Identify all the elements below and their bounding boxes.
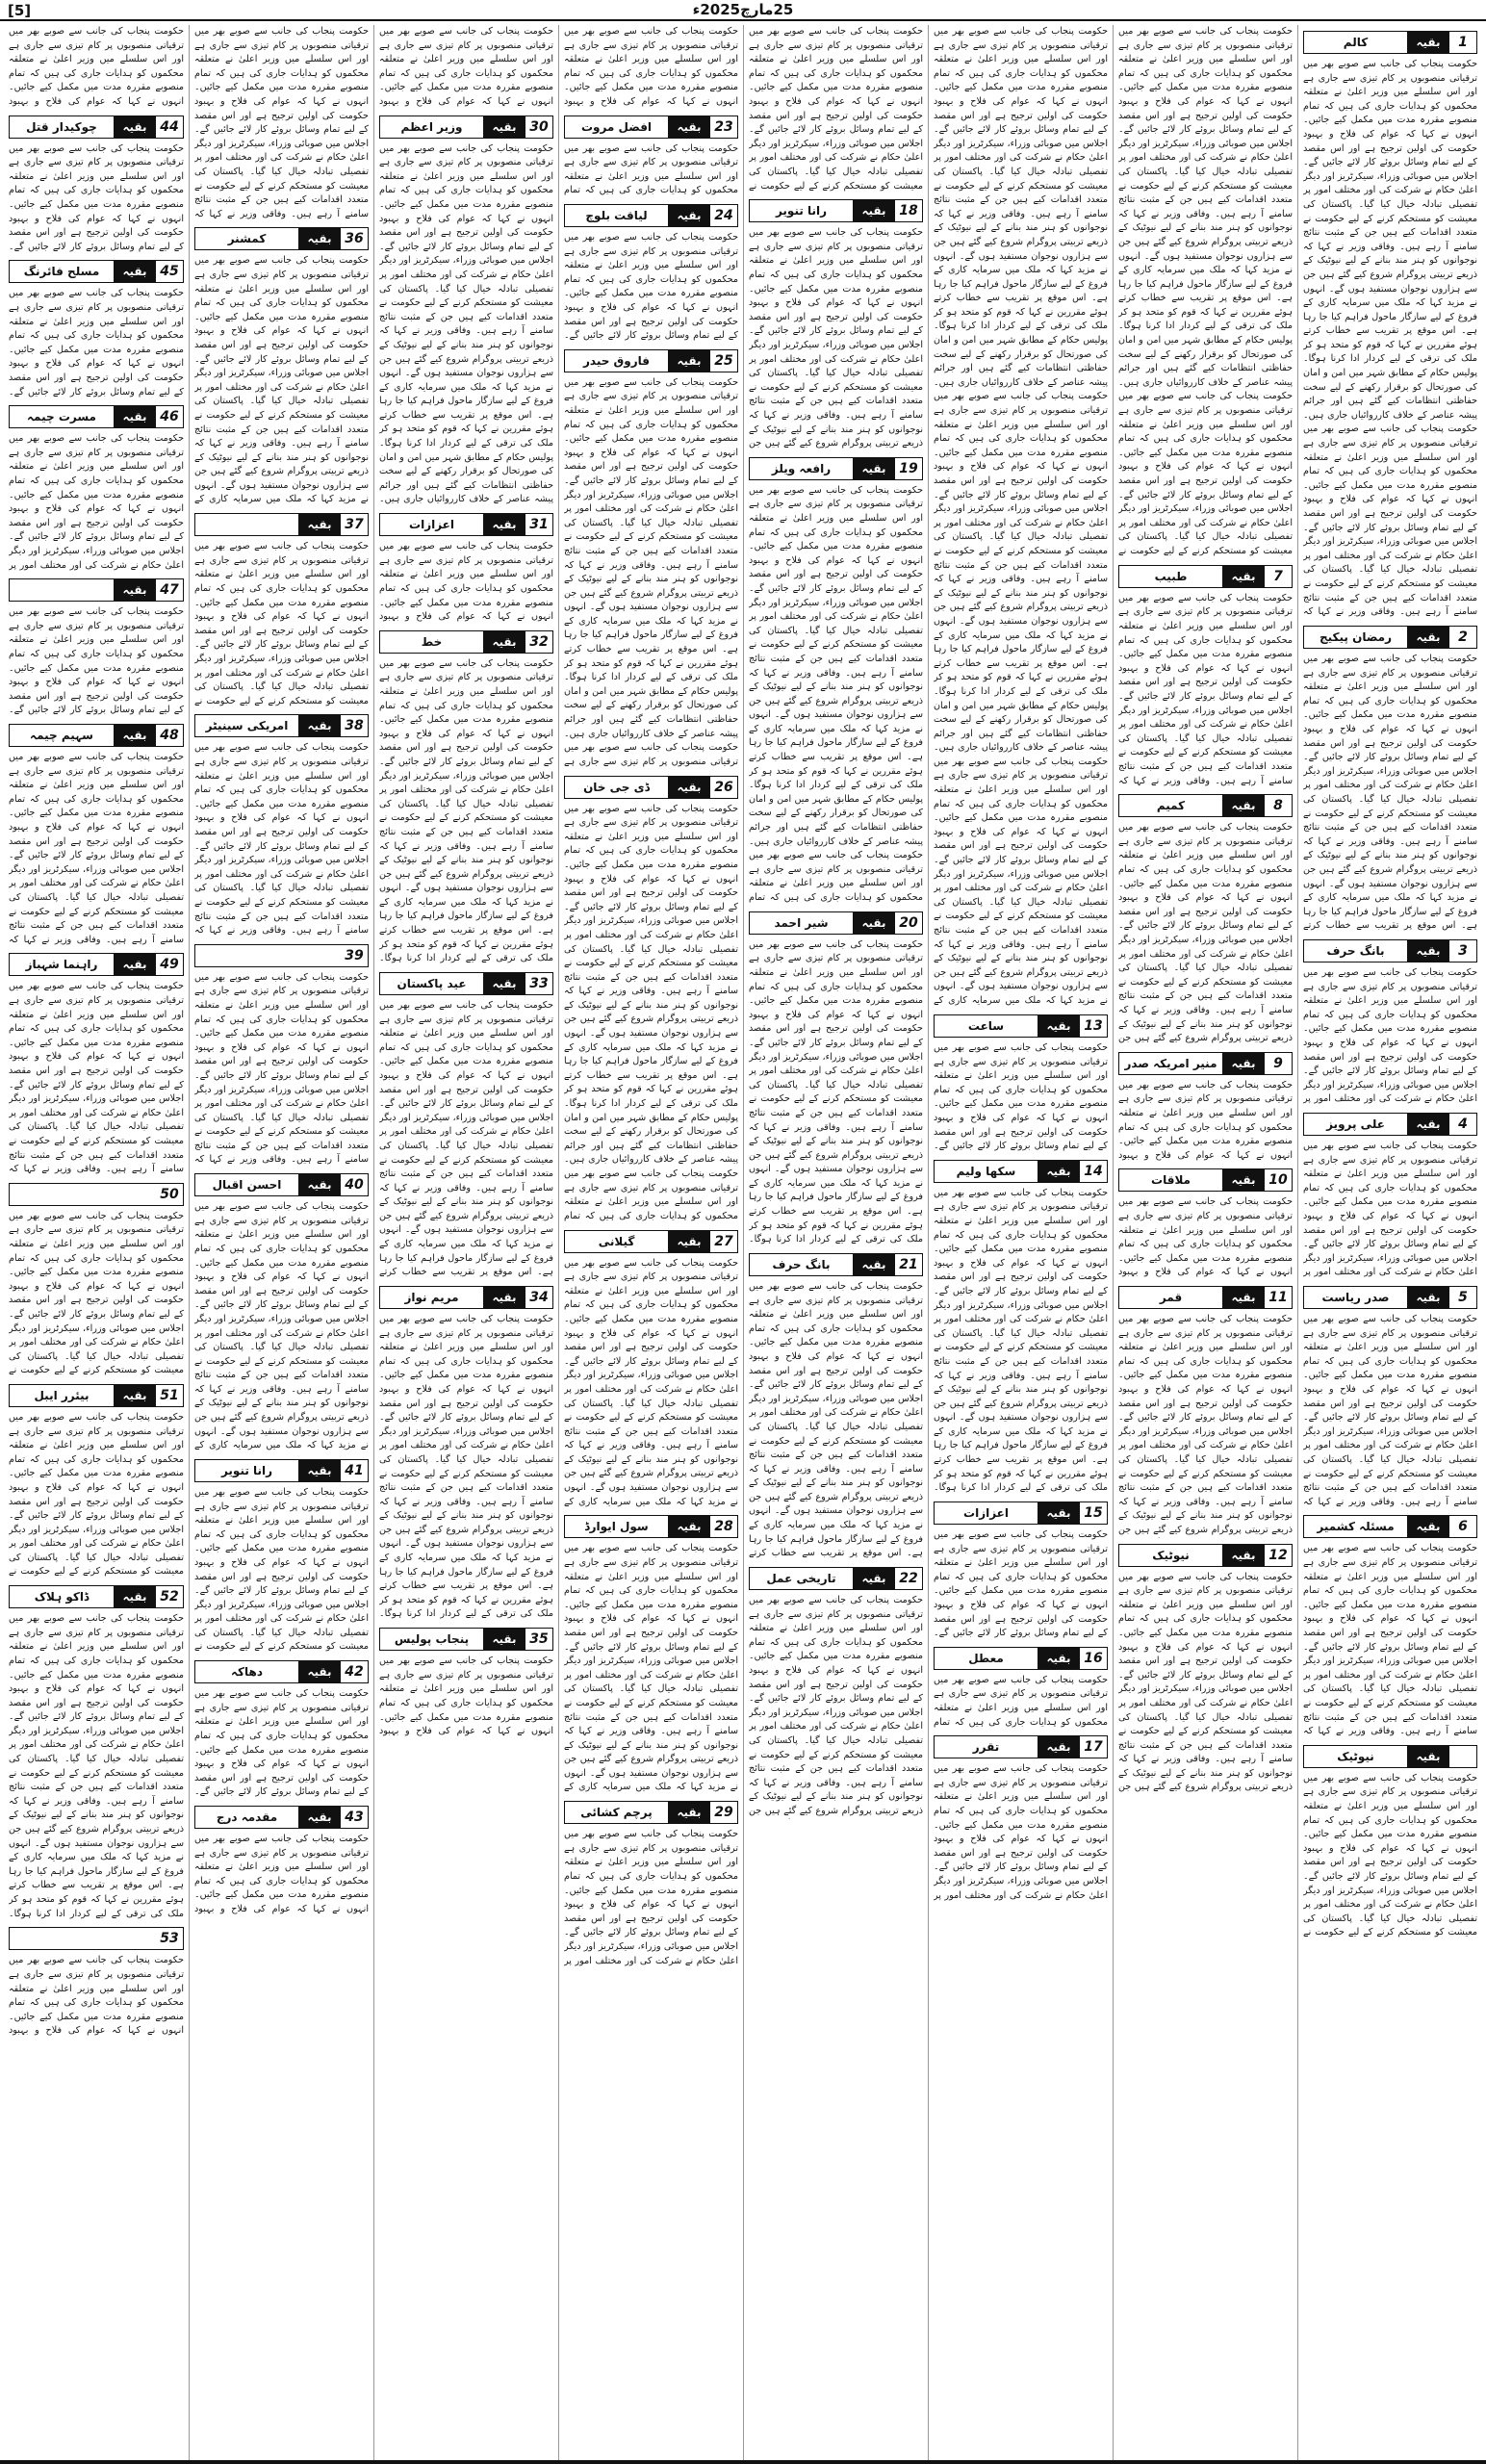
continuation-number: 34 xyxy=(525,1287,552,1308)
continuation-title xyxy=(10,579,114,601)
continuation-number: 7 xyxy=(1265,566,1292,587)
continuation-title: اعزازات xyxy=(935,1502,1038,1524)
article-text: حکومت پنجاب کی جانب سے صوبے بھر میں ترقیاتی منصوبوں پر کام تیزی سے جاری ہے اور اس سلسلے میں وزیر اعلیٰ نے متعلقہ محکموں کو ہدایات جاری کی ہیں کہ تمام منصوبے مقررہ مدت میں مکمل کیے جائیں۔ انہوں نے کہا کہ عوام کی فلاح و بہبود حکومت کی اولین ترجیح ہے اور اس مقصد کے لیے تمام وسائل بروئے کار لائے جائیں گے۔ اجلاس میں صوبائی وزراء، سیکرٹریز اور دیگر اعلیٰ حکام نے شرکت کی اور مختلف امور پر xyxy=(1303,967,1477,1105)
continuation-title xyxy=(10,1184,156,1205)
column-8 xyxy=(4,25,189,2460)
continuation-title: ڈی جی خان xyxy=(565,777,668,798)
continuation-header xyxy=(9,116,184,139)
continuation-number: 10 xyxy=(1265,1169,1292,1191)
continuation-number: 2 xyxy=(1449,627,1476,648)
article-text: حکومت پنجاب کی جانب سے صوبے بھر میں ترقیاتی منصوبوں پر کام تیزی سے جاری ہے اور اس سلسلے میں وزیر اعلیٰ نے متعلقہ محکموں کو ہدایات جاری کی ہیں کہ تمام منصوبے مقررہ مدت میں مکمل کیے جائیں۔ انہوں نے کہا کہ عوام کی فلاح و بہبود حکومت کی اولین ترجیح ہے اور اس مقصد کے لیے تمام وسائل بروئے کار لائے جائیں گے۔ اجلاس میں صوبائی وزراء، سیکرٹریز اور دیگر اعلیٰ حکام نے شرکت کی اور مختلف امور پر تفصیلی تبادلہ خیال کیا گیا۔ پاکستان کی معیشت کو مستحکم کرنے کے لیے حکومت نے متعدد اقدامات کیے ہیں جن کے مثبت نتائج سامنے آ رہے ہیں۔ وفاقی وزیر نے کہا کہ نوجوانوں کو ہنر مند بنانے کے لیے نیوٹیک کے ذریعے تربیتی پروگرام شروع کیے گئے ہیں جن xyxy=(1118,822,1293,1044)
article-text: حکومت پنجاب کی جانب سے صوبے بھر میں ترقیاتی منصوبوں پر کام تیزی سے جاری ہے اور اس سلسلے میں وزیر اعلیٰ نے متعلقہ محکموں کو ہدایات جاری کی ہیں کہ تمام منصوبے مقررہ مدت میں مکمل کیے جائیں۔ انہوں نے کہا کہ عوام کی فلاح و بہبود xyxy=(379,26,553,107)
continuation-header xyxy=(749,911,923,935)
article-text: حکومت پنجاب کی جانب سے صوبے بھر میں ترقیاتی منصوبوں پر کام تیزی سے جاری ہے اور اس سلسلے میں وزیر اعلیٰ نے متعلقہ محکموں کو ہدایات جاری کی ہیں کہ تمام منصوبے مقررہ مدت میں مکمل کیے جائیں۔ انہوں نے کہا کہ عوام کی فلاح و بہبود حکومت کی اولین ترجیح ہے اور اس مقصد کے لیے تمام وسائل بروئے کار لائے جائیں گے۔ اجلاس میں صوبائی وزراء، سیکرٹریز اور دیگر اعلیٰ حکام نے شرکت کی اور مختلف امور پر تفصیلی تبادلہ خیال کیا گیا۔ پاکستان کی معیشت کو مستحکم کرنے کے لیے حکومت نے متعدد اقدامات کیے ہیں جن کے مثبت نتائج سامنے آ رہے ہیں۔ وفاقی وزیر نے کہا کہ xyxy=(9,751,184,945)
article-text: حکومت پنجاب کی جانب سے صوبے بھر میں ترقیاتی منصوبوں پر کام تیزی سے جاری ہے اور اس سلسلے میں وزیر اعلیٰ نے متعلقہ محکموں کو ہدایات جاری کی ہیں کہ تمام منصوبے مقررہ مدت میں مکمل کیے جائیں۔ انہوں نے کہا کہ عوام کی فلاح و بہبود حکومت کی اولین ترجیح ہے اور اس مقصد کے لیے تمام وسائل بروئے کار لائے جائیں گے۔ اجلاس میں صوبائی وزراء، سیکرٹریز اور دیگر اعلیٰ حکام نے شرکت کی اور مختلف امور پر تفصیلی تبادلہ خیال کیا گیا۔ پاکستان کی معیشت کو مستحکم کرنے کے لیے حکومت نے متعدد اقدامات کیے ہیں جن کے مثبت نتائج سامنے آ رہے ہیں۔ وفاقی وزیر نے کہا کہ نوجوانوں کو ہنر مند بنانے کے لیے نیوٹیک کے ذریعے تربیتی پروگرام شروع کیے گئے ہیں جن سے ہزاروں نوجوان مستفید ہوں گے۔ انہوں نے مزید کہا کہ ملک میں سرمایہ کاری کے فروغ کے لیے سازگار ماحول فراہم کیا جا رہا ہے۔ اس موقع پر تقریب سے خطاب کرتے ہوئے مقررین نے کہا کہ قوم کو متحد ہو کر ملک کی ترقی کے لیے کردار ادا کرنا ہوگا۔ پولیس حکام کے مطابق شہر میں امن و امان کی صورتحال کو برقرار رکھنے کے لیے سخت حفاظتی انتظامات کیے گئے ہیں اور جرائم پیشہ عناصر کے خلاف کارروائیاں جاری ہیں۔ حکومت پنجاب کی جانب سے صوبے بھر میں ترقیاتی منصوبوں پر کام تیزی سے جاری ہے اور اس سلسلے میں وزیر اعلیٰ نے متعلقہ محکموں کو ہدایات جاری کی ہیں کہ تمام منصوبے مقررہ مدت میں مکمل کیے جائیں۔ انہوں نے کہا کہ عوام کی فلاح و بہبود حکومت کی اولین ترجیح ہے اور اس مقصد کے لیے تمام وسائل بروئے کار لائے جائیں گے۔ اجلاس میں صوبائی وزراء، سیکرٹریز اور دیگر اعلیٰ حکام نے شرکت کی اور مختلف امور پر تفصیلی تبادلہ خیال کیا گیا۔ پاکستان کی معیشت کو مستحکم کرنے کے لیے حکومت نے متعدد اقدامات کیے ہیں جن کے مثبت نتائج سامنے آ رہے ہیں۔ وفاقی وزیر نے کہا کہ xyxy=(1303,59,1477,618)
continuation-number: 3 xyxy=(1449,940,1476,962)
article-text: حکومت پنجاب کی جانب سے صوبے بھر میں ترقیاتی منصوبوں پر کام تیزی سے جاری ہے اور اس سلسلے میں وزیر اعلیٰ نے متعلقہ محکموں کو ہدایات جاری کی ہیں کہ تمام منصوبے مقررہ مدت میں مکمل کیے جائیں۔ انہوں نے کہا کہ عوام کی فلاح و بہبود حکومت کی اولین ترجیح ہے اور اس مقصد کے لیے تمام وسائل بروئے کار لائے جائیں گے۔ xyxy=(9,142,184,252)
article-text: حکومت پنجاب کی جانب سے صوبے بھر میں ترقیاتی منصوبوں پر کام تیزی سے جاری ہے اور اس سلسلے میں وزیر اعلیٰ نے متعلقہ محکموں کو ہدایات جاری کی ہیں کہ تمام منصوبے مقررہ مدت میں مکمل کیے جائیں۔ انہوں نے کہا کہ عوام کی فلاح و بہبود حکومت کی اولین ترجیح ہے اور اس مقصد کے لیے تمام وسائل بروئے کار لائے جائیں گے۔ اجلاس میں صوبائی وزراء، سیکرٹریز اور دیگر اعلیٰ حکام نے شرکت کی اور مختلف امور پر تفصیلی تبادلہ خیال کیا گیا۔ پاکستان کی معیشت کو مستحکم کرنے کے لیے حکومت نے متعدد اقدامات کیے ہیں جن کے مثبت نتائج سامنے آ رہے ہیں۔ وفاقی وزیر نے کہا کہ نوجوانوں کو ہنر مند بنانے کے لیے نیوٹیک کے ذریعے تربیتی پروگرام شروع کیے گئے ہیں جن سے ہزاروں نوجوان مستفید ہوں گے۔ انہوں نے مزید کہا کہ ملک میں سرمایہ کاری کے فروغ کے لیے سازگار ماحول فراہم کیا جا رہا ہے۔ اس موقع پر تقریب سے خطاب کرتے ہوئے مقررین نے کہا کہ قوم کو متحد ہو کر ملک کی ترقی کے لیے کردار ادا کرنا ہوگا۔ پولیس حکام کے مطابق شہر میں امن و امان کی صورتحال کو برقرار رکھنے کے لیے سخت حفاظتی انتظامات کیے گئے ہیں اور جرائم پیشہ عناصر کے خلاف کارروائیاں جاری ہیں۔ حکومت پنجاب کی جانب سے صوبے بھر میں ترقیاتی منصوبوں پر کام تیزی سے جاری ہے xyxy=(564,376,738,767)
continuation-title xyxy=(195,514,298,535)
continuation-header xyxy=(194,1806,369,1829)
continuation-header xyxy=(749,199,923,222)
continuation-title: چوکیدار قتل xyxy=(10,116,114,138)
continuation-keyword: بقیہ xyxy=(114,954,156,975)
continuation-keyword: بقیہ xyxy=(1407,1516,1449,1537)
article-text: حکومت پنجاب کی جانب سے صوبے بھر میں ترقیاتی منصوبوں پر کام تیزی سے جاری ہے اور اس سلسلے میں وزیر اعلیٰ نے متعلقہ محکموں کو ہدایات جاری کی ہیں کہ تمام منصوبے مقررہ مدت میں مکمل کیے جائیں۔ انہوں نے کہا کہ عوام کی فلاح و بہبود حکومت کی اولین ترجیح ہے اور اس مقصد کے لیے تمام وسائل بروئے کار لائے جائیں گے۔ اجلاس میں صوبائی وزراء، سیکرٹریز اور دیگر اعلیٰ حکام نے شرکت کی اور مختلف امور پر تفصیلی تبادلہ خیال کیا گیا۔ پاکستان کی معیشت کو مستحکم کرنے کے لیے حکومت نے متعدد اقدامات کیے ہیں جن کے مثبت نتائج سامنے آ رہے ہیں۔ وفاقی وزیر نے کہا کہ نوجوانوں کو ہنر مند بنانے کے لیے نیوٹیک کے ذریعے تربیتی پروگرام شروع کیے گئے ہیں جن سے ہزاروں نوجوان مستفید ہوں گے۔ انہوں نے مزید کہا کہ ملک میں سرمایہ کاری کے xyxy=(194,1201,369,1451)
continuation-title: پنجاب پولیس xyxy=(380,1629,483,1650)
continuation-header xyxy=(934,1647,1108,1670)
article-text: حکومت پنجاب کی جانب سے صوبے بھر میں ترقیاتی منصوبوں پر کام تیزی سے جاری ہے اور اس سلسلے میں وزیر اعلیٰ نے متعلقہ محکموں کو ہدایات جاری کی ہیں کہ تمام منصوبے مقررہ مدت میں مکمل کیے جائیں۔ انہوں نے کہا کہ عوام کی فلاح و بہبود حکومت کی اولین ترجیح ہے اور اس مقصد کے لیے تمام وسائل بروئے کار لائے جائیں گے۔ اجلاس میں صوبائی وزراء، سیکرٹریز اور دیگر اعلیٰ حکام نے شرکت کی اور مختلف امور پر تفصیلی تبادلہ خیال کیا گیا۔ پاکستان کی معیشت کو مستحکم کرنے کے لیے حکومت نے متعدد اقدامات کیے ہیں جن کے مثبت نتائج سامنے آ رہے ہیں۔ وفاقی وزیر نے کہا کہ نوجوانوں کو ہنر مند بنانے کے لیے نیوٹیک کے ذریعے تربیتی پروگرام شروع کیے گئے ہیں جن xyxy=(749,1594,923,1816)
continuation-title: رانا تنویر xyxy=(195,1460,298,1481)
continuation-number: 16 xyxy=(1080,1648,1107,1669)
continuation-header xyxy=(379,972,553,995)
continuation-keyword: بقیہ xyxy=(483,514,525,535)
continuation-header xyxy=(934,1735,1108,1758)
article-text: حکومت پنجاب کی جانب سے صوبے بھر میں ترقیاتی منصوبوں پر کام تیزی سے جاری ہے اور اس سلسلے میں وزیر اعلیٰ نے متعلقہ محکموں کو ہدایات جاری کی ہیں کہ تمام منصوبے مقررہ مدت میں مکمل کیے جائیں۔ انہوں نے کہا کہ عوام کی فلاح و بہبود حکومت کی اولین ترجیح ہے اور اس مقصد کے لیے تمام وسائل بروئے کار لائے جائیں گے۔ اجلاس میں صوبائی وزراء، سیکرٹریز اور دیگر اعلیٰ حکام نے شرکت کی اور مختلف امور پر تفصیلی تبادلہ خیال کیا گیا۔ پاکستان کی معیشت کو مستحکم کرنے کے لیے حکومت نے متعدد اقدامات کیے ہیں جن کے مثبت نتائج سامنے آ رہے ہیں۔ وفاقی وزیر نے کہا کہ نوجوانوں کو ہنر مند بنانے کے لیے نیوٹیک کے ذریعے تربیتی پروگرام شروع کیے گئے ہیں جن سے ہزاروں نوجوان مستفید ہوں گے۔ انہوں نے مزید کہا کہ ملک میں سرمایہ کاری کے فروغ کے لیے سازگار ماحول فراہم کیا جا رہا ہے۔ اس موقع پر تقریب سے خطاب کرتے ہوئے مقررین نے کہا کہ قوم کو متحد ہو کر ملک کی ترقی کے لیے کردار ادا کرنا ہوگا۔ xyxy=(9,1613,184,1919)
continuation-header xyxy=(1303,626,1477,649)
continuation-header xyxy=(379,630,553,654)
article-text: حکومت پنجاب کی جانب سے صوبے بھر میں ترقیاتی منصوبوں پر کام تیزی سے جاری ہے اور اس سلسلے میں وزیر اعلیٰ نے متعلقہ محکموں کو ہدایات جاری کی ہیں کہ تمام منصوبے مقررہ مدت میں مکمل کیے جائیں۔ انہوں نے کہا کہ عوام کی فلاح و بہبود حکومت کی اولین ترجیح ہے اور اس مقصد کے لیے تمام وسائل بروئے کار لائے جائیں گے۔ اجلاس میں صوبائی وزراء، سیکرٹریز اور دیگر اعلیٰ حکام نے شرکت کی اور مختلف امور پر xyxy=(934,1763,1108,1901)
continuation-title xyxy=(10,1928,156,1949)
continuation-keyword: بقیہ xyxy=(1407,32,1449,53)
continuation-title: گیلانی xyxy=(565,1231,668,1252)
article-text: حکومت پنجاب کی جانب سے صوبے بھر میں ترقیاتی منصوبوں پر کام تیزی سے جاری ہے اور اس سلسلے میں وزیر اعلیٰ نے متعلقہ محکموں کو ہدایات جاری کی ہیں کہ تمام منصوبے مقررہ مدت میں مکمل کیے جائیں۔ انہوں نے کہا کہ عوام کی فلاح و بہبود حکومت کی اولین ترجیح ہے اور اس مقصد کے لیے تمام وسائل بروئے کار لائے جائیں گے۔ اجلاس میں صوبائی وزراء، سیکرٹریز اور دیگر اعلیٰ حکام نے شرکت کی اور مختلف امور پر تفصیلی تبادلہ خیال کیا گیا۔ پاکستان کی معیشت کو مستحکم کرنے کے لیے حکومت نے متعدد اقدامات کیے ہیں جن کے مثبت نتائج سامنے آ رہے ہیں۔ وفاقی وزیر نے کہا کہ نوجوانوں کو ہنر مند بنانے کے لیے نیوٹیک کے ذریعے تربیتی پروگرام شروع کیے گئے ہیں جن سے ہزاروں نوجوان مستفید ہوں گے۔ انہوں نے مزید کہا کہ ملک میں سرمایہ کاری کے فروغ کے لیے سازگار ماحول فراہم کیا جا رہا ہے۔ اس موقع پر تقریب سے خطاب کرتے xyxy=(749,1280,923,1559)
article-text: حکومت پنجاب کی جانب سے صوبے بھر میں ترقیاتی منصوبوں پر کام تیزی سے جاری ہے اور اس سلسلے میں وزیر اعلیٰ نے متعلقہ محکموں کو ہدایات جاری کی ہیں کہ تمام منصوبے مقررہ مدت میں مکمل کیے جائیں۔ انہوں نے کہا کہ عوام کی فلاح و بہبود xyxy=(379,1656,553,1737)
article-text: حکومت پنجاب کی جانب سے صوبے بھر میں ترقیاتی منصوبوں پر کام تیزی سے جاری ہے اور اس سلسلے میں وزیر اعلیٰ نے متعلقہ محکموں کو ہدایات جاری کی ہیں کہ تمام منصوبے مقررہ مدت میں مکمل کیے جائیں۔ انہوں نے کہا کہ عوام کی فلاح و بہبود حکومت کی اولین ترجیح ہے اور اس مقصد کے لیے تمام وسائل بروئے کار لائے جائیں گے۔ اجلاس میں صوبائی وزراء، سیکرٹریز اور دیگر اعلیٰ حکام نے شرکت کی اور مختلف امور پر تفصیلی تبادلہ خیال کیا گیا۔ پاکستان کی معیشت کو مستحکم کرنے کے لیے حکومت نے متعدد اقدامات کیے ہیں جن کے مثبت نتائج سامنے آ رہے ہیں۔ وفاقی وزیر نے کہا کہ xyxy=(9,981,184,1175)
continuation-keyword: بقیہ xyxy=(1407,627,1449,648)
article-text: حکومت پنجاب کی جانب سے صوبے بھر میں ترقیاتی منصوبوں پر کام تیزی سے جاری ہے اور اس سلسلے میں وزیر اعلیٰ نے متعلقہ محکموں کو ہدایات جاری کی ہیں کہ تمام منصوبے مقررہ مدت میں مکمل کیے جائیں۔ انہوں نے کہا کہ عوام کی فلاح و بہبود حکومت کی اولین ترجیح ہے اور اس مقصد کے لیے تمام وسائل بروئے کار لائے جائیں گے۔ اجلاس میں صوبائی وزراء، سیکرٹریز اور دیگر اعلیٰ حکام نے شرکت کی اور مختلف امور پر تفصیلی تبادلہ خیال کیا گیا۔ پاکستان کی معیشت کو مستحکم کرنے کے لیے حکومت نے متعدد اقدامات کیے ہیں جن کے مثبت نتائج سامنے آ رہے ہیں۔ وفاقی وزیر نے کہا کہ xyxy=(1303,1543,1477,1737)
continuation-number: 41 xyxy=(341,1460,368,1481)
continuation-title: طبیب xyxy=(1119,566,1222,587)
continuation-keyword: بقیہ xyxy=(483,973,525,994)
continuation-keyword: بقیہ xyxy=(483,1287,525,1308)
continuation-keyword: بقیہ xyxy=(853,200,895,221)
article-text: حکومت پنجاب کی جانب سے صوبے بھر میں ترقیاتی منصوبوں پر کام تیزی سے جاری ہے اور اس سلسلے میں وزیر اعلیٰ نے متعلقہ محکموں کو ہدایات جاری کی ہیں کہ تمام منصوبے مقررہ مدت میں مکمل کیے جائیں۔ انہوں نے کہا کہ عوام کی فلاح و بہبود حکومت کی اولین ترجیح ہے اور اس مقصد کے لیے تمام وسائل بروئے کار لائے جائیں گے۔ xyxy=(9,288,184,398)
continuation-title: بانگ حرف xyxy=(750,1254,853,1275)
continuation-number: 42 xyxy=(341,1661,368,1682)
article-text: حکومت پنجاب کی جانب سے صوبے بھر میں ترقیاتی منصوبوں پر کام تیزی سے جاری ہے اور اس سلسلے میں وزیر اعلیٰ نے متعلقہ محکموں کو ہدایات جاری کی ہیں کہ تمام منصوبے مقررہ مدت میں مکمل کیے جائیں۔ انہوں نے کہا کہ عوام کی فلاح و بہبود حکومت کی اولین ترجیح ہے اور اس مقصد کے لیے تمام وسائل بروئے کار لائے جائیں گے۔ اجلاس میں صوبائی وزراء، سیکرٹریز اور دیگر اعلیٰ حکام نے شرکت کی اور مختلف امور پر تفصیلی تبادلہ خیال کیا گیا۔ پاکستان کی معیشت کو مستحکم کرنے کے لیے حکومت نے xyxy=(749,26,923,192)
continuation-header xyxy=(194,944,369,967)
continuation-keyword: بقیہ xyxy=(853,912,895,934)
article-text: حکومت پنجاب کی جانب سے صوبے بھر میں ترقیاتی منصوبوں پر کام تیزی سے جاری ہے اور اس سلسلے میں وزیر اعلیٰ نے متعلقہ محکموں کو ہدایات جاری کی ہیں کہ تمام منصوبے مقررہ مدت میں مکمل کیے جائیں۔ انہوں نے کہا کہ عوام کی فلاح و بہبود حکومت کی اولین ترجیح ہے اور اس مقصد کے لیے تمام وسائل بروئے کار لائے جائیں گے۔ اجلاس میں صوبائی وزراء، سیکرٹریز اور دیگر اعلیٰ حکام نے شرکت کی اور مختلف امور پر xyxy=(9,433,184,571)
footer-rule xyxy=(0,2460,1486,2464)
article-text: حکومت پنجاب کی جانب سے صوبے بھر میں ترقیاتی منصوبوں پر کام تیزی سے جاری ہے اور اس سلسلے میں وزیر اعلیٰ نے متعلقہ محکموں کو ہدایات جاری کی ہیں کہ تمام منصوبے مقررہ مدت میں مکمل کیے جائیں۔ انہوں نے کہا کہ عوام کی فلاح و بہبود حکومت کی اولین ترجیح ہے اور اس مقصد کے لیے تمام وسائل بروئے کار لائے جائیں گے۔ اجلاس میں صوبائی وزراء، سیکرٹریز اور دیگر اعلیٰ حکام نے شرکت کی اور مختلف امور پر تفصیلی تبادلہ خیال کیا گیا۔ پاکستان کی معیشت کو مستحکم کرنے کے لیے حکومت نے متعدد اقدامات کیے ہیں جن کے مثبت نتائج سامنے آ رہے ہیں۔ وفاقی وزیر نے کہا کہ xyxy=(194,971,369,1166)
continuation-keyword: بقیہ xyxy=(1222,566,1265,587)
continuation-keyword: بقیہ xyxy=(1038,1015,1080,1037)
continuation-header xyxy=(1118,1544,1293,1567)
continuation-header xyxy=(9,405,184,428)
continuation-title: نیوٹیک xyxy=(1119,1545,1222,1566)
continuation-title: فاروق حیدر xyxy=(565,350,668,372)
continuation-title: لیاقت بلوچ xyxy=(565,205,668,226)
continuation-number: 39 xyxy=(341,945,368,966)
continuation-keyword: بقیہ xyxy=(114,579,156,601)
continuation-header xyxy=(9,260,184,283)
continuation-header xyxy=(564,1230,738,1253)
continuation-title: خط xyxy=(380,631,483,653)
continuation-header xyxy=(9,1927,184,1950)
article-text: حکومت پنجاب کی جانب سے صوبے بھر میں ترقیاتی منصوبوں پر کام تیزی سے جاری ہے اور اس سلسلے میں وزیر اعلیٰ نے متعلقہ محکموں کو ہدایات جاری کی ہیں کہ تمام منصوبے مقررہ مدت میں مکمل کیے جائیں۔ انہوں نے کہا کہ عوام کی فلاح و بہبود حکومت کی اولین ترجیح ہے اور اس مقصد کے لیے تمام وسائل بروئے کار لائے جائیں گے۔ اجلاس میں صوبائی وزراء، سیکرٹریز اور دیگر اعلیٰ حکام نے شرکت کی اور مختلف امور پر تفصیلی تبادلہ خیال کیا گیا۔ پاکستان کی معیشت کو مستحکم کرنے کے لیے حکومت نے متعدد اقدامات کیے ہیں جن کے مثبت نتائج سامنے آ رہے ہیں۔ وفاقی وزیر نے کہا کہ نوجوانوں کو ہنر مند بنانے کے لیے نیوٹیک کے ذریعے تربیتی پروگرام شروع کیے گئے ہیں جن سے ہزاروں نوجوان مستفید ہوں گے۔ انہوں نے مزید کہا کہ ملک میں سرمایہ کاری کے فروغ کے لیے سازگار ماحول فراہم کیا جا رہا ہے۔ اس موقع پر تقریب سے خطاب کرتے ہوئے مقررین نے کہا کہ قوم کو متحد ہو کر ملک کی ترقی کے لیے کردار ادا کرنا ہوگا۔ xyxy=(379,657,553,964)
column-1 xyxy=(1297,25,1482,2460)
article-text: حکومت پنجاب کی جانب سے صوبے بھر میں ترقیاتی منصوبوں پر کام تیزی سے جاری ہے اور اس سلسلے میں وزیر اعلیٰ نے متعلقہ محکموں کو ہدایات جاری کی ہیں کہ تمام منصوبے مقررہ مدت میں مکمل کیے جائیں۔ انہوں نے کہا کہ عوام کی فلاح و بہبود حکومت کی اولین ترجیح ہے اور اس مقصد کے لیے تمام وسائل بروئے کار لائے جائیں گے۔ اجلاس میں صوبائی وزراء، سیکرٹریز اور دیگر اعلیٰ حکام نے شرکت کی اور مختلف امور پر تفصیلی تبادلہ خیال کیا گیا۔ پاکستان کی معیشت کو مستحکم کرنے کے لیے حکومت نے متعدد اقدامات کیے ہیں جن کے مثبت نتائج سامنے آ رہے ہیں۔ وفاقی وزیر نے کہا کہ xyxy=(1303,1314,1477,1507)
continuation-number: 13 xyxy=(1080,1015,1107,1037)
article-text: حکومت پنجاب کی جانب سے صوبے بھر میں ترقیاتی منصوبوں پر کام تیزی سے جاری ہے اور اس سلسلے میں وزیر اعلیٰ نے متعلقہ محکموں کو ہدایات جاری کی ہیں کہ تمام منصوبے مقررہ مدت میں مکمل کیے جائیں۔ انہوں نے کہا کہ عوام کی فلاح و بہبود حکومت کی اولین ترجیح ہے اور اس مقصد کے لیے تمام وسائل بروئے کار لائے جائیں گے۔ اجلاس میں صوبائی وزراء، سیکرٹریز اور دیگر اعلیٰ حکام نے شرکت کی اور مختلف امور پر تفصیلی تبادلہ خیال کیا گیا۔ پاکستان کی معیشت کو مستحکم کرنے کے لیے حکومت نے xyxy=(1303,1772,1477,1938)
continuation-title: معطل xyxy=(935,1648,1038,1669)
article-text: حکومت پنجاب کی جانب سے صوبے بھر میں ترقیاتی منصوبوں پر کام تیزی سے جاری ہے اور اس سلسلے میں وزیر اعلیٰ نے متعلقہ محکموں کو ہدایات جاری کی ہیں کہ تمام منصوبے مقررہ مدت میں مکمل کیے جائیں۔ انہوں نے کہا کہ عوام کی فلاح و بہبود xyxy=(194,1833,369,1914)
continuation-keyword: بقیہ xyxy=(668,1516,710,1537)
page-date: 25مارچ2025ء xyxy=(692,1,794,18)
continuation-header xyxy=(564,1515,738,1538)
continuation-title: تاریخی عمل xyxy=(750,1568,853,1589)
continuation-number: 43 xyxy=(341,1807,368,1828)
continuation-header xyxy=(564,1801,738,1824)
article-text: حکومت پنجاب کی جانب سے صوبے بھر میں ترقیاتی منصوبوں پر کام تیزی سے جاری ہے اور اس سلسلے میں وزیر اعلیٰ نے متعلقہ محکموں کو ہدایات جاری کی ہیں کہ تمام xyxy=(934,1674,1108,1728)
article-text: حکومت پنجاب کی جانب سے صوبے بھر میں ترقیاتی منصوبوں پر کام تیزی سے جاری ہے اور اس سلسلے میں وزیر اعلیٰ نے متعلقہ محکموں کو ہدایات جاری کی ہیں کہ تمام منصوبے مقررہ مدت میں مکمل کیے جائیں۔ انہوں نے کہا کہ عوام کی فلاح و بہبود حکومت کی اولین ترجیح ہے اور اس مقصد کے لیے تمام وسائل بروئے کار لائے جائیں گے۔ اجلاس میں صوبائی وزراء، سیکرٹریز اور دیگر اعلیٰ حکام نے شرکت کی اور مختلف امور پر تفصیلی تبادلہ خیال کیا گیا۔ پاکستان کی معیشت کو مستحکم کرنے کے لیے حکومت نے متعدد اقدامات کیے ہیں جن کے مثبت نتائج سامنے آ رہے ہیں۔ وفاقی وزیر نے کہا کہ نوجوانوں کو ہنر مند بنانے کے لیے نیوٹیک کے ذریعے تربیتی پروگرام شروع کیے گئے ہیں جن xyxy=(1118,1571,1293,1793)
page-header xyxy=(0,0,1486,21)
article-text: حکومت پنجاب کی جانب سے صوبے بھر میں ترقیاتی منصوبوں پر کام تیزی سے جاری ہے اور اس سلسلے میں وزیر اعلیٰ نے متعلقہ محکموں کو ہدایات جاری کی ہیں کہ تمام منصوبے مقررہ مدت میں مکمل کیے جائیں۔ انہوں نے کہا کہ عوام کی فلاح و بہبود حکومت کی اولین ترجیح ہے اور اس مقصد کے لیے تمام وسائل بروئے کار لائے جائیں گے۔ اجلاس میں صوبائی وزراء، سیکرٹریز اور دیگر اعلیٰ حکام نے شرکت کی اور مختلف امور پر تفصیلی تبادلہ خیال کیا گیا۔ پاکستان کی معیشت کو مستحکم کرنے کے لیے حکومت نے متعدد اقدامات کیے ہیں جن کے مثبت نتائج سامنے آ رہے ہیں۔ وفاقی وزیر نے کہا کہ نوجوانوں کو ہنر مند بنانے کے لیے نیوٹیک کے ذریعے تربیتی پروگرام شروع کیے گئے ہیں جن xyxy=(749,227,923,449)
continuation-header xyxy=(379,513,553,536)
continuation-title: ڈاکو ہلاک xyxy=(10,1586,114,1607)
continuation-header xyxy=(194,1173,369,1196)
continuation-keyword: بقیہ xyxy=(1407,1287,1449,1308)
newspaper-columns xyxy=(4,25,1482,2460)
article-text: حکومت پنجاب کی جانب سے صوبے بھر میں ترقیاتی منصوبوں پر کام تیزی سے جاری ہے اور اس سلسلے میں وزیر اعلیٰ نے متعلقہ محکموں کو ہدایات جاری کی ہیں کہ تمام منصوبے مقررہ مدت میں مکمل کیے جائیں۔ انہوں نے کہا کہ عوام کی فلاح و بہبود حکومت کی اولین ترجیح ہے اور اس مقصد کے لیے تمام وسائل بروئے کار لائے جائیں گے۔ اجلاس میں صوبائی وزراء، سیکرٹریز اور دیگر اعلیٰ حکام نے شرکت کی اور مختلف امور پر تفصیلی تبادلہ خیال کیا گیا۔ پاکستان کی معیشت کو مستحکم کرنے کے لیے حکومت نے متعدد اقدامات کیے ہیں جن کے مثبت نتائج سامنے آ رہے ہیں۔ وفاقی وزیر نے کہا کہ نوجوانوں کو ہنر مند بنانے کے لیے نیوٹیک کے ذریعے تربیتی پروگرام شروع کیے گئے ہیں جن سے ہزاروں نوجوان مستفید ہوں گے۔ انہوں نے مزید کہا کہ ملک میں سرمایہ کاری کے فروغ کے لیے سازگار ماحول فراہم کیا جا رہا ہے۔ اس موقع پر تقریب سے خطاب کرتے ہوئے مقررین نے کہا کہ قوم کو متحد ہو کر ملک کی ترقی کے لیے کردار ادا کرنا ہوگا۔ xyxy=(934,1187,1108,1494)
continuation-keyword: بقیہ xyxy=(298,1661,341,1682)
continuation-number: 6 xyxy=(1449,1516,1476,1537)
continuation-header xyxy=(9,1183,184,1206)
continuation-number: 1 xyxy=(1449,32,1476,53)
continuation-keyword: بقیہ xyxy=(483,116,525,138)
continuation-header xyxy=(749,1253,923,1276)
continuation-title: ساعت xyxy=(935,1015,1038,1037)
continuation-keyword: بقیہ xyxy=(114,116,156,138)
article-text: حکومت پنجاب کی جانب سے صوبے بھر میں ترقیاتی منصوبوں پر کام تیزی سے جاری ہے اور اس سلسلے میں وزیر اعلیٰ نے متعلقہ محکموں کو ہدایات جاری کی ہیں کہ تمام منصوبے مقررہ مدت میں مکمل کیے جائیں۔ انہوں نے کہا کہ عوام کی فلاح و بہبود حکومت کی اولین ترجیح ہے اور اس مقصد کے لیے تمام وسائل بروئے کار لائے جائیں گے۔ xyxy=(934,1528,1108,1639)
continuation-title: ملاقات xyxy=(1119,1169,1222,1191)
continuation-header xyxy=(1303,1286,1477,1309)
continuation-title: کالم xyxy=(1304,32,1407,53)
continuation-number: 45 xyxy=(156,261,183,282)
continuation-keyword: بقیہ xyxy=(668,116,710,138)
continuation-title: وزیر اعظم xyxy=(380,116,483,138)
continuation-title: منیر امریکہ صدر xyxy=(1119,1053,1222,1074)
continuation-keyword: بقیہ xyxy=(483,1629,525,1650)
continuation-number: 26 xyxy=(710,777,737,798)
continuation-header xyxy=(9,1384,184,1407)
article-text: حکومت پنجاب کی جانب سے صوبے بھر میں ترقیاتی منصوبوں پر کام تیزی سے جاری ہے اور اس سلسلے میں وزیر اعلیٰ نے متعلقہ محکموں کو ہدایات جاری کی ہیں کہ تمام منصوبے مقررہ مدت میں مکمل کیے جائیں۔ انہوں نے کہا کہ عوام کی فلاح و بہبود حکومت کی اولین ترجیح ہے اور اس مقصد کے لیے تمام وسائل بروئے کار لائے جائیں گے۔ اجلاس میں صوبائی وزراء، سیکرٹریز اور دیگر اعلیٰ حکام نے شرکت کی اور مختلف امور پر تفصیلی تبادلہ خیال کیا گیا۔ پاکستان کی معیشت کو مستحکم کرنے کے لیے حکومت نے متعدد اقدامات کیے ہیں جن کے مثبت نتائج سامنے آ رہے ہیں۔ وفاقی وزیر نے کہا کہ نوجوانوں کو ہنر مند بنانے کے لیے نیوٹیک کے ذریعے تربیتی پروگرام شروع کیے گئے ہیں جن سے ہزاروں نوجوان مستفید ہوں گے۔ انہوں نے مزید کہا کہ ملک میں سرمایہ کاری کے فروغ کے لیے سازگار ماحول فراہم کیا جا رہا ہے۔ اس موقع پر تقریب سے خطاب کرتے xyxy=(379,999,553,1278)
continuation-header xyxy=(379,1628,553,1651)
continuation-number: 25 xyxy=(710,350,737,372)
continuation-header xyxy=(1303,939,1477,962)
continuation-keyword: بقیہ xyxy=(668,777,710,798)
continuation-header xyxy=(1118,1052,1293,1075)
continuation-number: 24 xyxy=(710,205,737,226)
article-text: حکومت پنجاب کی جانب سے صوبے بھر میں ترقیاتی منصوبوں پر کام تیزی سے جاری ہے اور اس سلسلے میں وزیر اعلیٰ نے متعلقہ محکموں کو ہدایات جاری کی ہیں کہ تمام منصوبے مقررہ مدت میں مکمل کیے جائیں۔ انہوں نے کہا کہ عوام کی فلاح و بہبود xyxy=(1118,1196,1293,1278)
continuation-number: 21 xyxy=(895,1254,922,1275)
continuation-title: رافعہ ویلز xyxy=(750,458,853,479)
article-text: حکومت پنجاب کی جانب سے صوبے بھر میں ترقیاتی منصوبوں پر کام تیزی سے جاری ہے اور اس سلسلے میں وزیر اعلیٰ نے متعلقہ محکموں کو ہدایات جاری کی ہیں کہ تمام منصوبے مقررہ مدت میں مکمل کیے جائیں۔ انہوں نے کہا کہ عوام کی فلاح و بہبود حکومت کی اولین ترجیح ہے اور اس مقصد کے لیے تمام وسائل بروئے کار لائے جائیں گے۔ اجلاس میں صوبائی وزراء، سیکرٹریز اور دیگر اعلیٰ حکام نے شرکت کی اور مختلف امور پر تفصیلی تبادلہ خیال کیا گیا۔ پاکستان کی معیشت کو مستحکم کرنے کے لیے حکومت نے متعدد اقدامات کیے ہیں جن کے مثبت نتائج سامنے آ رہے ہیں۔ وفاقی وزیر نے کہا کہ xyxy=(194,742,369,937)
continuation-number: 51 xyxy=(156,1385,183,1406)
article-text: حکومت پنجاب کی جانب سے صوبے بھر میں ترقیاتی منصوبوں پر کام تیزی سے جاری ہے اور اس سلسلے میں وزیر اعلیٰ نے متعلقہ محکموں کو ہدایات جاری کی ہیں کہ تمام منصوبے مقررہ مدت میں مکمل کیے جائیں۔ انہوں نے کہا کہ عوام کی فلاح و بہبود حکومت کی اولین ترجیح ہے اور اس مقصد کے لیے تمام وسائل بروئے کار لائے جائیں گے۔ اجلاس میں صوبائی وزراء، سیکرٹریز اور دیگر اعلیٰ حکام نے شرکت کی اور مختلف امور پر تفصیلی تبادلہ خیال کیا گیا۔ پاکستان کی معیشت کو مستحکم کرنے کے لیے حکومت نے متعدد اقدامات کیے ہیں جن کے مثبت نتائج سامنے آ رہے ہیں۔ وفاقی وزیر نے کہا کہ نوجوانوں کو ہنر مند بنانے کے لیے نیوٹیک کے ذریعے تربیتی پروگرام شروع کیے گئے ہیں جن سے ہزاروں نوجوان مستفید ہوں گے۔ انہوں نے مزید کہا کہ ملک میں سرمایہ کاری کے xyxy=(194,255,369,505)
article-text: حکومت پنجاب کی جانب سے صوبے بھر میں ترقیاتی منصوبوں پر کام تیزی سے جاری ہے اور اس سلسلے میں وزیر اعلیٰ نے متعلقہ محکموں کو ہدایات جاری کی ہیں کہ تمام منصوبے مقررہ مدت میں مکمل کیے جائیں۔ انہوں نے کہا کہ عوام کی فلاح و بہبود حکومت کی اولین ترجیح ہے اور اس مقصد کے لیے تمام وسائل بروئے کار لائے جائیں گے۔ xyxy=(194,1688,369,1798)
continuation-number: 40 xyxy=(341,1174,368,1195)
continuation-title: کمشنر xyxy=(195,228,298,249)
continuation-keyword: بقیہ xyxy=(483,631,525,653)
continuation-keyword: بقیہ xyxy=(298,715,341,736)
continuation-keyword: بقیہ xyxy=(298,1807,341,1828)
continuation-number: 5 xyxy=(1449,1287,1476,1308)
article-text: حکومت پنجاب کی جانب سے صوبے بھر میں ترقیاتی منصوبوں پر کام تیزی سے جاری ہے اور اس سلسلے میں وزیر اعلیٰ نے متعلقہ محکموں کو ہدایات جاری کی ہیں کہ تمام منصوبے مقررہ مدت میں مکمل کیے جائیں۔ انہوں نے کہا کہ عوام کی فلاح و بہبود حکومت کی اولین ترجیح ہے اور اس مقصد کے لیے تمام وسائل بروئے کار لائے جائیں گے۔ اجلاس میں صوبائی وزراء، سیکرٹریز اور دیگر اعلیٰ حکام نے شرکت کی اور مختلف امور پر تفصیلی تبادلہ خیال کیا گیا۔ پاکستان کی معیشت کو مستحکم کرنے کے لیے حکومت نے xyxy=(9,1411,184,1578)
continuation-keyword: بقیہ xyxy=(668,1802,710,1823)
continuation-header xyxy=(9,578,184,602)
article-text: حکومت پنجاب کی جانب سے صوبے بھر میں ترقیاتی منصوبوں پر کام تیزی سے جاری ہے اور اس سلسلے میں وزیر اعلیٰ نے متعلقہ محکموں کو ہدایات جاری کی ہیں کہ تمام منصوبے مقررہ مدت میں مکمل کیے جائیں۔ انہوں نے کہا کہ عوام کی فلاح و بہبود xyxy=(9,1955,184,2037)
article-text: حکومت پنجاب کی جانب سے صوبے بھر میں ترقیاتی منصوبوں پر کام تیزی سے جاری ہے اور اس سلسلے میں وزیر اعلیٰ نے متعلقہ محکموں کو ہدایات جاری کی ہیں کہ تمام منصوبے مقررہ مدت میں مکمل کیے جائیں۔ انہوں نے کہا کہ عوام کی فلاح و بہبود حکومت کی اولین ترجیح ہے اور اس مقصد کے لیے تمام وسائل بروئے کار لائے جائیں گے۔ اجلاس میں صوبائی وزراء، سیکرٹریز اور دیگر اعلیٰ حکام نے شرکت کی اور مختلف امور پر تفصیلی تبادلہ خیال کیا گیا۔ پاکستان کی معیشت کو مستحکم کرنے کے لیے حکومت نے متعدد اقدامات کیے ہیں جن کے مثبت نتائج سامنے آ رہے ہیں۔ وفاقی وزیر نے کہا کہ نوجوانوں کو ہنر مند بنانے کے لیے نیوٹیک کے ذریعے تربیتی پروگرام شروع کیے گئے ہیں جن سے ہزاروں نوجوان مستفید ہوں گے۔ انہوں نے مزید کہا کہ ملک میں سرمایہ کاری کے xyxy=(564,1257,738,1507)
continuation-title: مریم نواز xyxy=(380,1287,483,1308)
continuation-header xyxy=(1118,1168,1293,1192)
continuation-keyword: بقیہ xyxy=(853,1254,895,1275)
continuation-header xyxy=(379,1286,553,1309)
continuation-keyword: بقیہ xyxy=(853,458,895,479)
continuation-keyword: بقیہ xyxy=(853,1568,895,1589)
article-text: حکومت پنجاب کی جانب سے صوبے بھر میں ترقیاتی منصوبوں پر کام تیزی سے جاری ہے اور اس سلسلے میں وزیر اعلیٰ نے متعلقہ محکموں کو ہدایات جاری کی ہیں کہ تمام منصوبے مقررہ مدت میں مکمل کیے جائیں۔ انہوں نے کہا کہ عوام کی فلاح و بہبود xyxy=(564,26,738,107)
continuation-number: 9 xyxy=(1265,1053,1292,1074)
continuation-number: 49 xyxy=(156,954,183,975)
article-text: حکومت پنجاب کی جانب سے صوبے بھر میں ترقیاتی منصوبوں پر کام تیزی سے جاری ہے اور اس سلسلے میں وزیر اعلیٰ نے متعلقہ محکموں کو ہدایات جاری کی ہیں کہ تمام منصوبے مقررہ مدت میں مکمل کیے جائیں۔ انہوں نے کہا کہ عوام کی فلاح و بہبود حکومت کی اولین ترجیح ہے اور اس مقصد کے لیے تمام وسائل بروئے کار لائے جائیں گے۔ اجلاس میں صوبائی وزراء، سیکرٹریز اور دیگر اعلیٰ حکام نے شرکت کی اور مختلف امور پر تفصیلی تبادلہ خیال کیا گیا۔ پاکستان کی معیشت کو مستحکم کرنے کے لیے حکومت نے متعدد اقدامات کیے ہیں جن کے مثبت نتائج سامنے آ رہے ہیں۔ وفاقی وزیر نے کہا کہ xyxy=(1118,592,1293,786)
continuation-keyword: بقیہ xyxy=(114,1586,156,1607)
continuation-keyword: بقیہ xyxy=(668,350,710,372)
continuation-header xyxy=(934,1014,1108,1038)
column-7 xyxy=(189,25,373,2460)
continuation-number: 29 xyxy=(710,1802,737,1823)
continuation-number: 14 xyxy=(1080,1161,1107,1182)
article-text: حکومت پنجاب کی جانب سے صوبے بھر میں ترقیاتی منصوبوں پر کام تیزی سے جاری ہے اور اس سلسلے میں وزیر اعلیٰ نے متعلقہ محکموں کو ہدایات جاری کی ہیں کہ تمام منصوبے مقررہ مدت میں مکمل کیے جائیں۔ انہوں نے کہا کہ عوام کی فلاح و بہبود حکومت کی اولین ترجیح ہے اور اس مقصد کے لیے تمام وسائل بروئے کار لائے جائیں گے۔ اجلاس میں صوبائی وزراء، سیکرٹریز اور دیگر اعلیٰ حکام نے شرکت کی اور مختلف امور پر تفصیلی تبادلہ خیال کیا گیا۔ پاکستان کی معیشت کو مستحکم کرنے کے لیے حکومت نے متعدد اقدامات کیے ہیں جن کے مثبت نتائج سامنے آ رہے ہیں۔ وفاقی وزیر نے کہا کہ نوجوانوں کو ہنر مند بنانے کے لیے نیوٹیک کے ذریعے تربیتی پروگرام شروع کیے گئے ہیں جن سے ہزاروں نوجوان مستفید ہوں گے۔ انہوں نے مزید کہا کہ ملک میں سرمایہ کاری کے xyxy=(564,1543,738,1793)
continuation-number: 22 xyxy=(895,1568,922,1589)
continuation-keyword: بقیہ xyxy=(1222,1287,1265,1308)
continuation-number: 15 xyxy=(1080,1502,1107,1524)
continuation-header xyxy=(1118,1286,1293,1309)
continuation-number: 12 xyxy=(1265,1545,1292,1566)
continuation-title: دھاکہ xyxy=(195,1661,298,1682)
continuation-keyword: بقیہ xyxy=(1407,1746,1449,1767)
continuation-keyword: بقیہ xyxy=(298,228,341,249)
continuation-title: بیئرر ایبل xyxy=(10,1385,114,1406)
continuation-keyword: بقیہ xyxy=(1222,1545,1265,1566)
continuation-keyword: بقیہ xyxy=(1407,940,1449,962)
continuation-number: 20 xyxy=(895,912,922,934)
continuation-number: 32 xyxy=(525,631,552,653)
continuation-title: مسئلہ کشمیر xyxy=(1304,1516,1407,1537)
continuation-keyword: بقیہ xyxy=(1222,795,1265,816)
article-text: حکومت پنجاب کی جانب سے صوبے بھر میں ترقیاتی منصوبوں پر کام تیزی سے جاری ہے اور اس سلسلے میں وزیر اعلیٰ نے متعلقہ محکموں کو ہدایات جاری کی ہیں کہ تمام منصوبے مقررہ مدت میں مکمل کیے جائیں۔ انہوں نے کہا کہ عوام کی فلاح و بہبود حکومت کی اولین ترجیح ہے اور اس مقصد کے لیے تمام وسائل بروئے کار لائے جائیں گے۔ اجلاس میں صوبائی وزراء، سیکرٹریز اور دیگر اعلیٰ حکام نے شرکت کی اور مختلف امور پر تفصیلی تبادلہ خیال کیا گیا۔ پاکستان کی معیشت کو مستحکم کرنے کے لیے حکومت نے متعدد اقدامات کیے ہیں جن کے مثبت نتائج سامنے آ رہے ہیں۔ وفاقی وزیر نے کہا کہ نوجوانوں کو ہنر مند بنانے کے لیے نیوٹیک کے ذریعے تربیتی پروگرام شروع کیے گئے ہیں جن xyxy=(1118,1313,1293,1535)
continuation-header xyxy=(194,1660,369,1683)
continuation-number: 17 xyxy=(1080,1736,1107,1758)
continuation-number: 31 xyxy=(525,514,552,535)
article-text: حکومت پنجاب کی جانب سے صوبے بھر میں ترقیاتی منصوبوں پر کام تیزی سے جاری ہے اور اس سلسلے میں وزیر اعلیٰ نے متعلقہ محکموں کو ہدایات جاری کی ہیں کہ تمام منصوبے مقررہ مدت میں مکمل کیے جائیں۔ انہوں نے کہا کہ عوام کی فلاح و بہبود xyxy=(379,541,553,623)
column-2 xyxy=(1113,25,1297,2460)
continuation-keyword: بقیہ xyxy=(668,205,710,226)
column-6 xyxy=(373,25,558,2460)
continuation-title xyxy=(195,945,341,966)
continuation-header xyxy=(379,116,553,139)
continuation-header xyxy=(749,457,923,480)
continuation-number: 11 xyxy=(1265,1287,1292,1308)
article-text: حکومت پنجاب کی جانب سے صوبے بھر میں ترقیاتی منصوبوں پر کام تیزی سے جاری ہے اور اس سلسلے میں وزیر اعلیٰ نے متعلقہ محکموں کو ہدایات جاری کی ہیں کہ تمام منصوبے مقررہ مدت میں مکمل کیے جائیں۔ انہوں نے کہا کہ عوام کی فلاح و بہبود حکومت کی اولین ترجیح ہے اور اس مقصد کے لیے تمام وسائل بروئے کار لائے جائیں گے۔ اجلاس میں صوبائی وزراء، سیکرٹریز اور دیگر اعلیٰ حکام نے شرکت کی اور مختلف امور پر تفصیلی تبادلہ خیال کیا گیا۔ پاکستان کی معیشت کو مستحکم کرنے کے لیے حکومت نے متعدد اقدامات کیے ہیں جن کے مثبت نتائج سامنے آ رہے ہیں۔ وفاقی وزیر نے کہا کہ نوجوانوں کو ہنر مند بنانے کے لیے نیوٹیک کے ذریعے تربیتی پروگرام شروع کیے گئے ہیں جن سے ہزاروں نوجوان مستفید ہوں گے۔ انہوں نے مزید کہا کہ ملک میں سرمایہ کاری کے فروغ کے لیے سازگار ماحول فراہم کیا جا رہا ہے۔ اس موقع پر تقریب سے خطاب کرتے ہوئے مقررین نے کہا کہ قوم کو متحد ہو کر ملک کی ترقی کے لیے کردار ادا کرنا ہوگا۔ پولیس حکام کے مطابق شہر میں امن و امان کی صورتحال کو برقرار رکھنے کے لیے سخت حفاظتی انتظامات کیے گئے ہیں اور جرائم پیشہ عناصر کے خلاف کارروائیاں جاری ہیں۔ حکومت پنجاب کی جانب سے صوبے بھر میں ترقیاتی منصوبوں پر کام تیزی سے جاری ہے اور اس سلسلے میں وزیر اعلیٰ نے متعلقہ محکموں کو ہدایات جاری کی ہیں کہ تمام منصوبے مقررہ مدت میں مکمل کیے جائیں۔ انہوں نے کہا کہ عوام کی فلاح و بہبود حکومت کی اولین ترجیح ہے اور اس مقصد کے لیے تمام وسائل بروئے کار لائے جائیں گے۔ اجلاس میں صوبائی وزراء، سیکرٹریز اور دیگر اعلیٰ حکام نے شرکت کی اور مختلف امور پر تفصیلی تبادلہ خیال کیا گیا۔ پاکستان کی معیشت کو مستحکم کرنے کے لیے حکومت نے xyxy=(1118,26,1293,556)
continuation-number: 38 xyxy=(341,715,368,736)
continuation-number: 46 xyxy=(156,406,183,427)
continuation-number: 53 xyxy=(156,1928,183,1949)
continuation-title: شیر احمد xyxy=(750,912,853,934)
continuation-header xyxy=(194,513,369,536)
continuation-keyword: بقیہ xyxy=(114,406,156,427)
continuation-number: 33 xyxy=(525,973,552,994)
continuation-keyword: بقیہ xyxy=(114,261,156,282)
column-3 xyxy=(928,25,1113,2460)
continuation-number: 35 xyxy=(525,1629,552,1650)
continuation-title: تقرر xyxy=(935,1736,1038,1758)
continuation-header xyxy=(9,953,184,976)
continuation-header xyxy=(9,1585,184,1608)
continuation-title: سہیم چیمہ xyxy=(10,725,114,746)
article-text: حکومت پنجاب کی جانب سے صوبے بھر میں ترقیاتی منصوبوں پر کام تیزی سے جاری ہے اور اس سلسلے میں وزیر اعلیٰ نے متعلقہ محکموں کو ہدایات جاری کی ہیں کہ تمام منصوبے مقررہ مدت میں مکمل کیے جائیں۔ انہوں نے کہا کہ عوام کی فلاح و بہبود xyxy=(9,26,184,107)
continuation-title: نیوٹیک xyxy=(1304,1746,1407,1767)
continuation-header xyxy=(9,724,184,747)
continuation-header xyxy=(194,714,369,737)
continuation-header xyxy=(194,1459,369,1482)
continuation-keyword: بقیہ xyxy=(298,514,341,535)
article-text: حکومت پنجاب کی جانب سے صوبے بھر میں ترقیاتی منصوبوں پر کام تیزی سے جاری ہے اور اس سلسلے میں وزیر اعلیٰ نے متعلقہ محکموں کو ہدایات جاری کی ہیں کہ تمام منصوبے مقررہ مدت میں مکمل کیے جائیں۔ انہوں نے کہا کہ عوام کی فلاح و بہبود حکومت کی اولین ترجیح ہے اور اس مقصد کے لیے تمام وسائل بروئے کار لائے جائیں گے۔ اجلاس میں صوبائی وزراء، سیکرٹریز اور دیگر اعلیٰ حکام نے شرکت کی اور مختلف امور پر تفصیلی تبادلہ خیال کیا گیا۔ پاکستان کی معیشت کو مستحکم کرنے کے لیے حکومت نے متعدد اقدامات کیے ہیں جن کے مثبت نتائج سامنے آ رہے ہیں۔ وفاقی وزیر نے کہا کہ نوجوانوں کو ہنر مند بنانے کے لیے نیوٹیک کے ذریعے تربیتی پروگرام شروع کیے گئے ہیں جن سے ہزاروں نوجوان مستفید ہوں گے۔ انہوں نے مزید کہا کہ ملک میں سرمایہ کاری کے فروغ کے لیے سازگار ماحول فراہم کیا جا رہا ہے۔ اس موقع پر تقریب سے خطاب کرتے ہوئے مقررین نے کہا کہ قوم کو متحد ہو کر ملک کی ترقی کے لیے کردار ادا کرنا ہوگا۔ xyxy=(749,938,923,1245)
article-text: حکومت پنجاب کی جانب سے صوبے بھر میں ترقیاتی منصوبوں پر کام تیزی سے جاری ہے اور اس سلسلے میں وزیر اعلیٰ نے متعلقہ محکموں کو ہدایات جاری کی ہیں کہ تمام منصوبے مقررہ مدت میں مکمل کیے جائیں۔ انہوں نے کہا کہ عوام کی فلاح و بہبود حکومت کی اولین ترجیح ہے اور اس مقصد کے لیے تمام وسائل بروئے کار لائے جائیں گے۔ اجلاس میں صوبائی وزراء، سیکرٹریز اور دیگر اعلیٰ حکام نے شرکت کی اور مختلف امور پر تفصیلی تبادلہ خیال کیا گیا۔ پاکستان کی معیشت کو مستحکم کرنے کے لیے حکومت نے xyxy=(194,541,369,706)
continuation-number: 4 xyxy=(1449,1114,1476,1135)
article-text: حکومت پنجاب کی جانب سے صوبے بھر میں ترقیاتی منصوبوں پر کام تیزی سے جاری ہے اور اس سلسلے میں وزیر اعلیٰ نے متعلقہ محکموں کو ہدایات جاری کی ہیں کہ تمام منصوبے مقررہ مدت میں مکمل کیے جائیں۔ انہوں نے کہا کہ عوام کی فلاح و بہبود حکومت کی اولین ترجیح ہے اور اس مقصد کے لیے تمام وسائل بروئے کار لائے جائیں گے۔ اجلاس میں صوبائی وزراء، سیکرٹریز اور دیگر اعلیٰ حکام نے شرکت کی اور مختلف امور پر تفصیلی تبادلہ خیال کیا گیا۔ پاکستان کی معیشت کو مستحکم کرنے کے لیے حکومت نے متعدد اقدامات کیے ہیں جن کے مثبت نتائج سامنے آ رہے ہیں۔ وفاقی وزیر نے کہا کہ xyxy=(194,26,369,219)
article-text: حکومت پنجاب کی جانب سے صوبے بھر میں ترقیاتی منصوبوں پر کام تیزی سے جاری ہے اور اس سلسلے میں وزیر اعلیٰ نے متعلقہ محکموں کو ہدایات جاری کی ہیں کہ تمام منصوبے مقررہ مدت میں مکمل کیے جائیں۔ انہوں نے کہا کہ عوام کی فلاح و بہبود حکومت کی اولین ترجیح ہے اور اس مقصد کے لیے تمام وسائل بروئے کار لائے جائیں گے۔ xyxy=(564,231,738,342)
continuation-title: افضل مروت xyxy=(565,116,668,138)
continuation-title: سکھا ولیم xyxy=(935,1161,1038,1182)
continuation-number: 30 xyxy=(525,116,552,138)
article-text: حکومت پنجاب کی جانب سے صوبے بھر میں ترقیاتی منصوبوں پر کام تیزی سے جاری ہے اور اس سلسلے میں وزیر اعلیٰ نے متعلقہ محکموں کو ہدایات جاری کی ہیں کہ تمام منصوبے مقررہ مدت میں مکمل کیے جائیں۔ انہوں نے کہا کہ عوام کی فلاح و بہبود حکومت کی اولین ترجیح ہے اور اس مقصد کے لیے تمام وسائل بروئے کار لائے جائیں گے۔ اجلاس میں صوبائی وزراء، سیکرٹریز اور دیگر اعلیٰ حکام نے شرکت کی اور مختلف امور پر تفصیلی تبادلہ خیال کیا گیا۔ پاکستان کی معیشت کو مستحکم کرنے کے لیے حکومت نے متعدد اقدامات کیے ہیں جن کے مثبت نتائج سامنے آ رہے ہیں۔ وفاقی وزیر نے کہا کہ نوجوانوں کو ہنر مند بنانے کے لیے نیوٹیک کے ذریعے تربیتی پروگرام شروع کیے گئے ہیں جن سے ہزاروں نوجوان مستفید ہوں گے۔ انہوں نے مزید کہا کہ ملک میں سرمایہ کاری کے فروغ کے لیے سازگار ماحول فراہم کیا جا رہا ہے۔ اس موقع پر تقریب سے خطاب کرتے ہوئے مقررین نے کہا کہ قوم کو متحد ہو کر ملک کی ترقی کے لیے کردار ادا کرنا ہوگا۔ پولیس حکام کے مطابق شہر میں امن و امان کی صورتحال کو برقرار رکھنے کے لیے سخت حفاظتی انتظامات کیے گئے ہیں اور جرائم پیشہ عناصر کے خلاف کارروائیاں جاری ہیں۔ حکومت پنجاب کی جانب سے صوبے بھر میں ترقیاتی منصوبوں پر کام تیزی سے جاری ہے اور اس سلسلے میں وزیر اعلیٰ نے متعلقہ محکموں کو ہدایات جاری کی ہیں کہ تمام xyxy=(564,803,738,1221)
article-text: حکومت پنجاب کی جانب سے صوبے بھر میں ترقیاتی منصوبوں پر کام تیزی سے جاری ہے اور اس سلسلے میں وزیر اعلیٰ نے متعلقہ محکموں کو ہدایات جاری کی ہیں کہ تمام منصوبے مقررہ مدت میں مکمل کیے جائیں۔ انہوں نے کہا کہ عوام کی فلاح و بہبود xyxy=(1118,1079,1293,1161)
page-number: [5] xyxy=(8,2,32,19)
article-text: حکومت پنجاب کی جانب سے صوبے بھر میں ترقیاتی منصوبوں پر کام تیزی سے جاری ہے اور اس سلسلے میں وزیر اعلیٰ نے متعلقہ محکموں کو ہدایات جاری کی ہیں کہ تمام xyxy=(564,142,738,196)
continuation-title: بانگ حرف xyxy=(1304,940,1407,962)
continuation-title: صدر ریاست xyxy=(1304,1287,1407,1308)
continuation-keyword: بقیہ xyxy=(114,1385,156,1406)
continuation-title: عید پاکستان xyxy=(380,973,483,994)
continuation-header xyxy=(194,227,369,250)
continuation-header xyxy=(564,116,738,139)
continuation-title: مسرت چیمہ xyxy=(10,406,114,427)
continuation-title: قمر xyxy=(1119,1287,1222,1308)
continuation-header xyxy=(1303,1515,1477,1538)
continuation-header xyxy=(1303,31,1477,54)
continuation-number: 37 xyxy=(341,514,368,535)
article-text: حکومت پنجاب کی جانب سے صوبے بھر میں ترقیاتی منصوبوں پر کام تیزی سے جاری ہے اور اس سلسلے میں وزیر اعلیٰ نے متعلقہ محکموں کو ہدایات جاری کی ہیں کہ تمام منصوبے مقررہ مدت میں مکمل کیے جائیں۔ انہوں نے کہا کہ عوام کی فلاح و بہبود حکومت کی اولین ترجیح ہے اور اس مقصد کے لیے تمام وسائل بروئے کار لائے جائیں گے۔ اجلاس میں صوبائی وزراء، سیکرٹریز اور دیگر اعلیٰ حکام نے شرکت کی اور مختلف امور پر تفصیلی تبادلہ خیال کیا گیا۔ پاکستان کی معیشت کو مستحکم کرنے کے لیے حکومت نے متعدد اقدامات کیے ہیں جن کے مثبت نتائج سامنے آ رہے ہیں۔ وفاقی وزیر نے کہا کہ نوجوانوں کو ہنر مند بنانے کے لیے نیوٹیک کے ذریعے تربیتی پروگرام شروع کیے گئے ہیں جن سے ہزاروں نوجوان مستفید ہوں گے۔ انہوں نے مزید کہا کہ ملک میں سرمایہ کاری کے فروغ کے لیے سازگار ماحول فراہم کیا جا رہا ہے۔ اس موقع پر تقریب سے خطاب کرتے ہوئے مقررین نے کہا کہ قوم کو متحد ہو کر ملک کی ترقی کے لیے کردار ادا کرنا ہوگا۔ پولیس حکام کے مطابق شہر میں امن و امان کی صورتحال کو برقرار رکھنے کے لیے سخت حفاظتی انتظامات کیے گئے ہیں اور جرائم پیشہ عناصر کے خلاف کارروائیاں جاری ہیں۔ حکومت پنجاب کی جانب سے صوبے بھر میں ترقیاتی منصوبوں پر کام تیزی سے جاری ہے اور اس سلسلے میں وزیر اعلیٰ نے متعلقہ محکموں کو ہدایات جاری کی ہیں کہ تمام منصوبے مقررہ مدت میں مکمل کیے جائیں۔ انہوں نے کہا کہ عوام کی فلاح و بہبود حکومت کی اولین ترجیح ہے اور اس مقصد کے لیے تمام وسائل بروئے کار لائے جائیں گے۔ اجلاس میں صوبائی وزراء، سیکرٹریز اور دیگر اعلیٰ حکام نے شرکت کی اور مختلف امور پر تفصیلی تبادلہ خیال کیا گیا۔ پاکستان کی معیشت کو مستحکم کرنے کے لیے حکومت نے متعدد اقدامات کیے ہیں جن کے مثبت نتائج سامنے آ رہے ہیں۔ وفاقی وزیر نے کہا کہ نوجوانوں کو ہنر مند بنانے کے لیے نیوٹیک کے ذریعے تربیتی پروگرام شروع کیے گئے ہیں جن سے ہزاروں نوجوان مستفید ہوں گے۔ انہوں نے مزید کہا کہ ملک میں سرمایہ کاری کے فروغ کے لیے سازگار ماحول فراہم کیا جا رہا ہے۔ اس موقع پر تقریب سے خطاب کرتے ہوئے مقررین نے کہا کہ قوم کو متحد ہو کر ملک کی ترقی کے لیے کردار ادا کرنا ہوگا۔ پولیس حکام کے مطابق شہر میں امن و امان کی صورتحال کو برقرار رکھنے کے لیے سخت حفاظتی انتظامات کیے گئے ہیں اور جرائم پیشہ عناصر کے خلاف کارروائیاں جاری ہیں۔ حکومت پنجاب کی جانب سے صوبے بھر میں ترقیاتی منصوبوں پر کام تیزی سے جاری ہے اور اس سلسلے میں وزیر اعلیٰ نے متعلقہ محکموں کو ہدایات جاری کی ہیں کہ تمام منصوبے مقررہ مدت میں مکمل کیے جائیں۔ انہوں نے کہا کہ عوام کی فلاح و بہبود حکومت کی اولین ترجیح ہے اور اس مقصد کے لیے تمام وسائل بروئے کار لائے جائیں گے۔ اجلاس میں صوبائی وزراء، سیکرٹریز اور دیگر اعلیٰ حکام نے شرکت کی اور مختلف امور پر تفصیلی تبادلہ خیال کیا گیا۔ پاکستان کی معیشت کو مستحکم کرنے کے لیے حکومت نے متعدد اقدامات کیے ہیں جن کے مثبت نتائج سامنے آ رہے ہیں۔ وفاقی وزیر نے کہا کہ نوجوانوں کو ہنر مند بنانے کے لیے نیوٹیک کے ذریعے تربیتی پروگرام شروع کیے گئے ہیں جن سے ہزاروں نوجوان مستفید ہوں گے۔ انہوں نے مزید کہا کہ ملک میں سرمایہ کاری کے xyxy=(934,26,1108,1006)
continuation-title: امریکی سینیٹر xyxy=(195,715,298,736)
continuation-header xyxy=(749,1567,923,1590)
column-5 xyxy=(558,25,743,2460)
article-text: حکومت پنجاب کی جانب سے صوبے بھر میں ترقیاتی منصوبوں پر کام تیزی سے جاری ہے اور اس سلسلے میں وزیر اعلیٰ نے متعلقہ محکموں کو ہدایات جاری کی ہیں کہ تمام منصوبے مقررہ مدت میں مکمل کیے جائیں۔ انہوں نے کہا کہ عوام کی فلاح و بہبود حکومت کی اولین ترجیح ہے اور اس مقصد کے لیے تمام وسائل بروئے کار لائے جائیں گے۔ اجلاس میں صوبائی وزراء، سیکرٹریز اور دیگر اعلیٰ حکام نے شرکت کی اور مختلف امور پر تفصیلی تبادلہ خیال کیا گیا۔ پاکستان کی معیشت کو مستحکم کرنے کے لیے حکومت نے متعدد اقدامات کیے ہیں جن کے مثبت نتائج سامنے آ رہے ہیں۔ وفاقی وزیر نے کہا کہ نوجوانوں کو ہنر مند بنانے کے لیے نیوٹیک کے ذریعے تربیتی پروگرام شروع کیے گئے ہیں جن سے ہزاروں نوجوان مستفید ہوں گے۔ انہوں نے مزید کہا کہ ملک میں سرمایہ کاری کے فروغ کے لیے سازگار ماحول فراہم کیا جا رہا ہے۔ اس موقع پر تقریب سے خطاب کرتے ہوئے مقررین نے کہا کہ قوم کو متحد ہو کر ملک کی ترقی کے لیے کردار ادا کرنا ہوگا۔ پولیس حکام کے مطابق شہر میں امن و امان کی صورتحال کو برقرار رکھنے کے لیے سخت حفاظتی انتظامات کیے گئے ہیں اور جرائم پیشہ عناصر کے خلاف کارروائیاں جاری ہیں۔ حکومت پنجاب کی جانب سے صوبے بھر میں ترقیاتی منصوبوں پر کام تیزی سے جاری ہے اور اس سلسلے میں وزیر اعلیٰ نے متعلقہ محکموں کو ہدایات جاری کی ہیں کہ تمام xyxy=(749,484,923,903)
continuation-number: 8 xyxy=(1265,795,1292,816)
column-4 xyxy=(743,25,928,2460)
continuation-header xyxy=(1303,1745,1477,1768)
article-text: حکومت پنجاب کی جانب سے صوبے بھر میں ترقیاتی منصوبوں پر کام تیزی سے جاری ہے اور اس سلسلے میں وزیر اعلیٰ نے متعلقہ محکموں کو ہدایات جاری کی ہیں کہ تمام منصوبے مقررہ مدت میں مکمل کیے جائیں۔ انہوں نے کہا کہ عوام کی فلاح و بہبود حکومت کی اولین ترجیح ہے اور اس مقصد کے لیے تمام وسائل بروئے کار لائے جائیں گے۔ اجلاس میں صوبائی وزراء، سیکرٹریز اور دیگر اعلیٰ حکام نے شرکت کی اور مختلف امور پر تفصیلی تبادلہ خیال کیا گیا۔ پاکستان کی معیشت کو مستحکم کرنے کے لیے حکومت نے متعدد اقدامات کیے ہیں جن کے مثبت نتائج سامنے آ رہے ہیں۔ وفاقی وزیر نے کہا کہ نوجوانوں کو ہنر مند بنانے کے لیے نیوٹیک کے ذریعے تربیتی پروگرام شروع کیے گئے ہیں جن سے ہزاروں نوجوان مستفید ہوں گے۔ انہوں نے مزید کہا کہ ملک میں سرمایہ کاری کے فروغ کے لیے سازگار ماحول فراہم کیا جا رہا ہے۔ اس موقع پر تقریب سے خطاب کرتے ہوئے مقررین نے کہا کہ قوم کو متحد ہو کر ملک کی ترقی کے لیے کردار ادا کرنا ہوگا۔ xyxy=(379,1313,553,1620)
article-text: حکومت پنجاب کی جانب سے صوبے بھر میں ترقیاتی منصوبوں پر کام تیزی سے جاری ہے اور اس سلسلے میں وزیر اعلیٰ نے متعلقہ محکموں کو ہدایات جاری کی ہیں کہ تمام منصوبے مقررہ مدت میں مکمل کیے جائیں۔ انہوں نے کہا کہ عوام کی فلاح و بہبود حکومت کی اولین ترجیح ہے اور اس مقصد کے لیے تمام وسائل بروئے کار لائے جائیں گے۔ اجلاس میں صوبائی وزراء، سیکرٹریز اور دیگر اعلیٰ حکام نے شرکت کی اور مختلف امور پر تفصیلی تبادلہ خیال کیا گیا۔ پاکستان کی معیشت کو مستحکم کرنے کے لیے حکومت نے متعدد اقدامات کیے ہیں جن کے مثبت نتائج سامنے آ رہے ہیں۔ وفاقی وزیر نے کہا کہ نوجوانوں کو ہنر مند بنانے کے لیے نیوٹیک کے ذریعے تربیتی پروگرام شروع کیے گئے ہیں جن سے ہزاروں نوجوان مستفید ہوں گے۔ انہوں نے مزید کہا کہ ملک میں سرمایہ کاری کے فروغ کے لیے سازگار ماحول فراہم کیا جا رہا ہے۔ اس موقع پر تقریب سے خطاب کرتے xyxy=(1303,654,1477,932)
continuation-number: 28 xyxy=(710,1516,737,1537)
continuation-header xyxy=(1118,794,1293,817)
continuation-title: پرچم کشائی xyxy=(565,1802,668,1823)
article-text: حکومت پنجاب کی جانب سے صوبے بھر میں ترقیاتی منصوبوں پر کام تیزی سے جاری ہے اور اس سلسلے میں وزیر اعلیٰ نے متعلقہ محکموں کو ہدایات جاری کی ہیں کہ تمام منصوبے مقررہ مدت میں مکمل کیے جائیں۔ انہوں نے کہا کہ عوام کی فلاح و بہبود حکومت کی اولین ترجیح ہے اور اس مقصد کے لیے تمام وسائل بروئے کار لائے جائیں گے۔ اجلاس میں صوبائی وزراء، سیکرٹریز اور دیگر اعلیٰ حکام نے شرکت کی اور مختلف امور پر تفصیلی تبادلہ خیال کیا گیا۔ پاکستان کی معیشت کو مستحکم کرنے کے لیے حکومت نے xyxy=(194,1486,369,1653)
continuation-title: مقدمہ درج xyxy=(195,1807,298,1828)
continuation-number: 23 xyxy=(710,116,737,138)
continuation-number: 36 xyxy=(341,228,368,249)
continuation-title: سول ایوارڈ xyxy=(565,1516,668,1537)
continuation-keyword: بقیہ xyxy=(298,1174,341,1195)
continuation-header xyxy=(1303,1113,1477,1136)
continuation-title: احسن اقبال xyxy=(195,1174,298,1195)
continuation-number: 48 xyxy=(156,725,183,746)
continuation-header xyxy=(564,204,738,227)
continuation-keyword: بقیہ xyxy=(1038,1648,1080,1669)
continuation-keyword: بقیہ xyxy=(1222,1169,1265,1191)
article-text: حکومت پنجاب کی جانب سے صوبے بھر میں ترقیاتی منصوبوں پر کام تیزی سے جاری ہے اور اس سلسلے میں وزیر اعلیٰ نے متعلقہ محکموں کو ہدایات جاری کی ہیں کہ تمام منصوبے مقررہ مدت میں مکمل کیے جائیں۔ انہوں نے کہا کہ عوام کی فلاح و بہبود حکومت کی اولین ترجیح ہے اور اس مقصد کے لیے تمام وسائل بروئے کار لائے جائیں گے۔ اجلاس میں صوبائی وزراء، سیکرٹریز اور دیگر اعلیٰ حکام نے شرکت کی اور مختلف امور پر xyxy=(564,1829,738,1966)
continuation-number xyxy=(1449,1746,1476,1767)
continuation-number: 19 xyxy=(895,458,922,479)
continuation-keyword: بقیہ xyxy=(1038,1736,1080,1758)
continuation-number: 47 xyxy=(156,579,183,601)
continuation-title: کمیم xyxy=(1119,795,1222,816)
continuation-title: رمضان پیکیج xyxy=(1304,627,1407,648)
continuation-title: راہنما شہباز xyxy=(10,954,114,975)
continuation-keyword: بقیہ xyxy=(1407,1114,1449,1135)
continuation-title: رانا تنویر xyxy=(750,200,853,221)
article-text: حکومت پنجاب کی جانب سے صوبے بھر میں ترقیاتی منصوبوں پر کام تیزی سے جاری ہے اور اس سلسلے میں وزیر اعلیٰ نے متعلقہ محکموں کو ہدایات جاری کی ہیں کہ تمام منصوبے مقررہ مدت میں مکمل کیے جائیں۔ انہوں نے کہا کہ عوام کی فلاح و بہبود حکومت کی اولین ترجیح ہے اور اس مقصد کے لیے تمام وسائل بروئے کار لائے جائیں گے۔ xyxy=(934,1042,1108,1152)
article-text: حکومت پنجاب کی جانب سے صوبے بھر میں ترقیاتی منصوبوں پر کام تیزی سے جاری ہے اور اس سلسلے میں وزیر اعلیٰ نے متعلقہ محکموں کو ہدایات جاری کی ہیں کہ تمام منصوبے مقررہ مدت میں مکمل کیے جائیں۔ انہوں نے کہا کہ عوام کی فلاح و بہبود حکومت کی اولین ترجیح ہے اور اس مقصد کے لیے تمام وسائل بروئے کار لائے جائیں گے۔ اجلاس میں صوبائی وزراء، سیکرٹریز اور دیگر اعلیٰ حکام نے شرکت کی اور مختلف امور پر تفصیلی تبادلہ خیال کیا گیا۔ پاکستان کی معیشت کو مستحکم کرنے کے لیے حکومت نے متعدد اقدامات کیے ہیں جن کے مثبت نتائج سامنے آ رہے ہیں۔ وفاقی وزیر نے کہا کہ نوجوانوں کو ہنر مند بنانے کے لیے نیوٹیک کے ذریعے تربیتی پروگرام شروع کیے گئے ہیں جن سے ہزاروں نوجوان مستفید ہوں گے۔ انہوں نے مزید کہا کہ ملک میں سرمایہ کاری کے فروغ کے لیے سازگار ماحول فراہم کیا جا رہا ہے۔ اس موقع پر تقریب سے خطاب کرتے ہوئے مقررین نے کہا کہ قوم کو متحد ہو کر ملک کی ترقی کے لیے کردار ادا کرنا ہوگا۔ پولیس حکام کے مطابق شہر میں امن و امان کی صورتحال کو برقرار رکھنے کے لیے سخت حفاظتی انتظامات کیے گئے ہیں اور جرائم پیشہ عناصر کے خلاف کارروائیاں جاری ہیں۔ xyxy=(379,142,553,505)
article-text: حکومت پنجاب کی جانب سے صوبے بھر میں ترقیاتی منصوبوں پر کام تیزی سے جاری ہے اور اس سلسلے میں وزیر اعلیٰ نے متعلقہ محکموں کو ہدایات جاری کی ہیں کہ تمام منصوبے مقررہ مدت میں مکمل کیے جائیں۔ انہوں نے کہا کہ عوام کی فلاح و بہبود حکومت کی اولین ترجیح ہے اور اس مقصد کے لیے تمام وسائل بروئے کار لائے جائیں گے۔ xyxy=(9,606,184,716)
continuation-keyword: بقیہ xyxy=(298,1460,341,1481)
continuation-number: 52 xyxy=(156,1586,183,1607)
continuation-title: مسلح فائرنگ xyxy=(10,261,114,282)
continuation-header xyxy=(934,1502,1108,1525)
continuation-keyword: بقیہ xyxy=(1222,1053,1265,1074)
article-text: حکومت پنجاب کی جانب سے صوبے بھر میں ترقیاتی منصوبوں پر کام تیزی سے جاری ہے اور اس سلسلے میں وزیر اعلیٰ نے متعلقہ محکموں کو ہدایات جاری کی ہیں کہ تمام منصوبے مقررہ مدت میں مکمل کیے جائیں۔ انہوں نے کہا کہ عوام کی فلاح و بہبود حکومت کی اولین ترجیح ہے اور اس مقصد کے لیے تمام وسائل بروئے کار لائے جائیں گے۔ اجلاس میں صوبائی وزراء، سیکرٹریز اور دیگر اعلیٰ حکام نے شرکت کی اور مختلف امور پر تفصیلی تبادلہ خیال کیا گیا۔ پاکستان کی معیشت کو مستحکم کرنے کے لیے حکومت نے xyxy=(9,1210,184,1376)
continuation-keyword: بقیہ xyxy=(1038,1161,1080,1182)
continuation-header xyxy=(564,349,738,372)
continuation-number: 50 xyxy=(156,1184,183,1205)
continuation-keyword: بقیہ xyxy=(668,1231,710,1252)
continuation-title: اعزازات xyxy=(380,514,483,535)
article-text: حکومت پنجاب کی جانب سے صوبے بھر میں ترقیاتی منصوبوں پر کام تیزی سے جاری ہے اور اس سلسلے میں وزیر اعلیٰ نے متعلقہ محکموں کو ہدایات جاری کی ہیں کہ تمام منصوبے مقررہ مدت میں مکمل کیے جائیں۔ انہوں نے کہا کہ عوام کی فلاح و بہبود حکومت کی اولین ترجیح ہے اور اس مقصد کے لیے تمام وسائل بروئے کار لائے جائیں گے۔ اجلاس میں صوبائی وزراء، سیکرٹریز اور دیگر اعلیٰ حکام نے شرکت کی اور مختلف امور پر xyxy=(1303,1141,1477,1278)
continuation-keyword: بقیہ xyxy=(1038,1502,1080,1524)
continuation-title: علی پرویز xyxy=(1304,1114,1407,1135)
continuation-header xyxy=(564,776,738,799)
continuation-header xyxy=(1118,565,1293,588)
continuation-header xyxy=(934,1160,1108,1183)
continuation-number: 18 xyxy=(895,200,922,221)
continuation-number: 44 xyxy=(156,116,183,138)
continuation-keyword: بقیہ xyxy=(114,725,156,746)
continuation-number: 27 xyxy=(710,1231,737,1252)
